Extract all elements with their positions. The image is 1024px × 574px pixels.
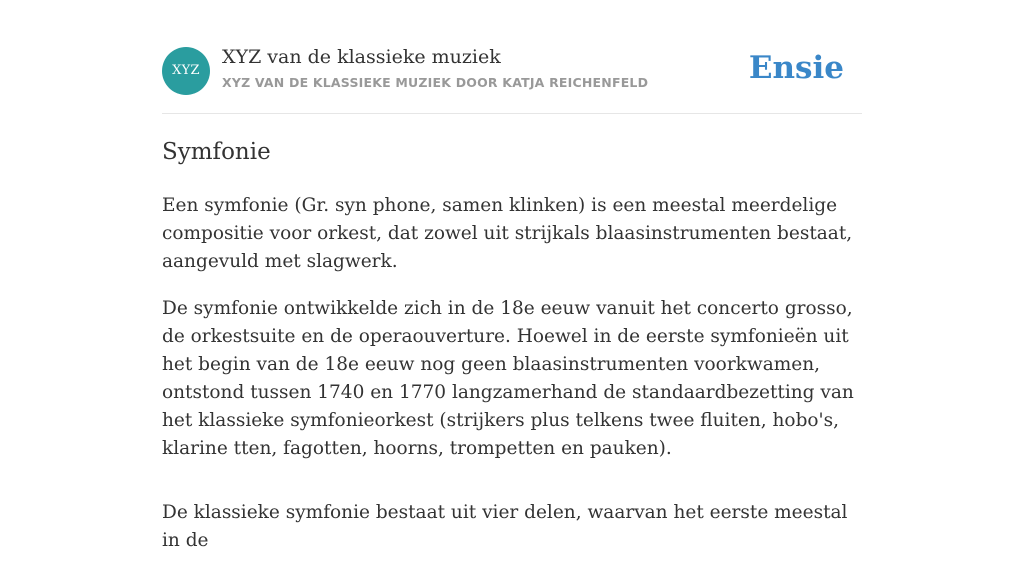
article-title: Symfonie <box>162 139 271 165</box>
brand-logo[interactable]: Ensie <box>748 50 844 86</box>
article-paragraph: De symfonie ontwikkelde zich in de 18e eeuw vanuit het concerto grosso, de orkestsuite en de operaouverture. Hoewel in de eerste symfonieën uit het begin van de 18e eeuw nog geen blaasinstrumenten voorkwamen, ontstond tussen 1740 en 1770 langzamerhand de standaardbezetting van het klassieke symfonieorkest (strijkers plus telkens twee fluiten, hobo's, klarine tten, fagotten, hoorns, trompetten en pauken). <box>162 298 854 459</box>
article <box>162 134 862 574</box>
site-subtitle: XYZ VAN DE KLASSIEKE MUZIEK DOOR KATJA REICHENFELD <box>222 75 649 90</box>
site-header <box>162 46 862 114</box>
article-paragraph: De klassieke symfonie bestaat uit vier delen, waarvan het eerste meestal in de <box>162 502 848 551</box>
site-avatar[interactable]: XYZ <box>162 47 210 95</box>
article-paragraph: Een symfonie (Gr. syn phone, samen klinken) is een meestal meerdelige compositie voor orkest, dat zowel uit strijkals blaasinstrumenten bestaat, aangevuld met slagwerk. <box>162 195 853 272</box>
site-title[interactable]: XYZ van de klassieke muziek <box>222 46 501 68</box>
